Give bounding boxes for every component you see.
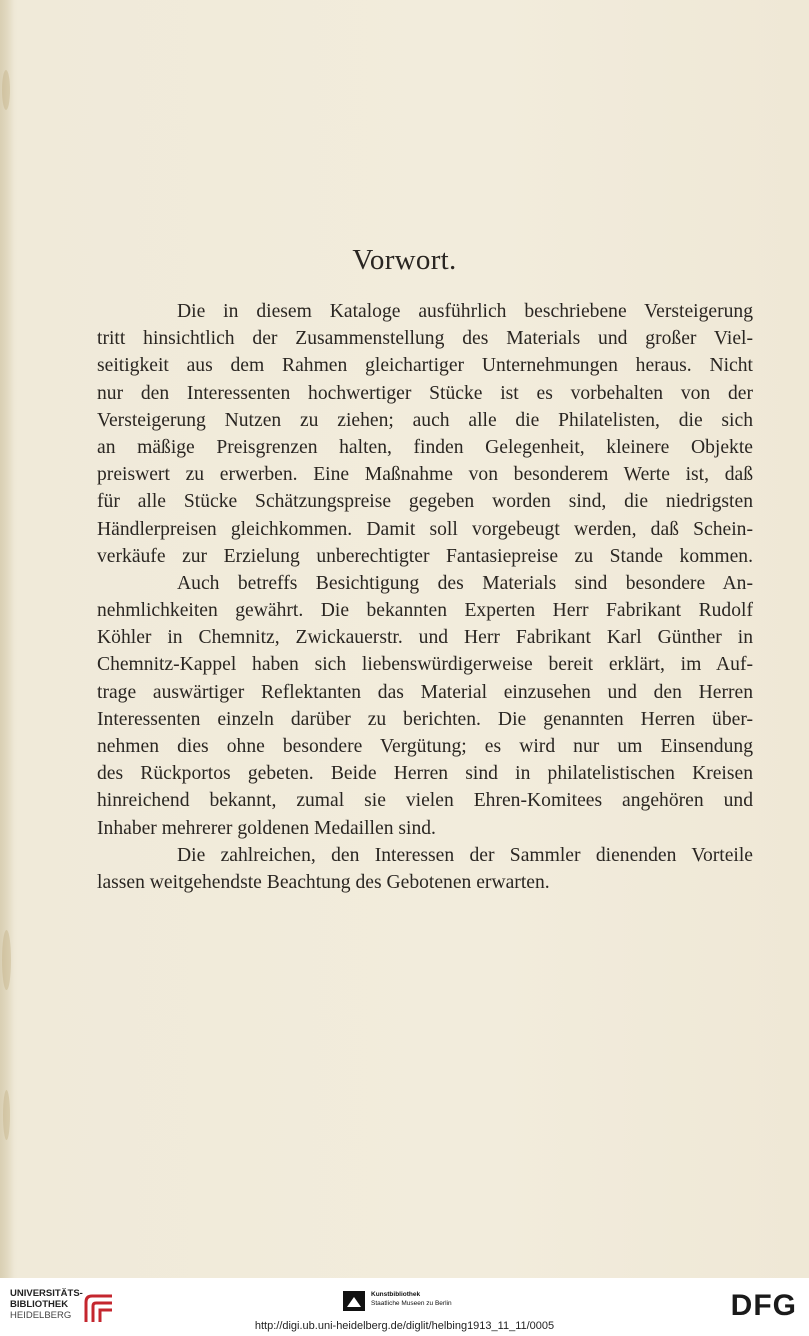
text-line: Interessenten einzeln darüber zu berichten. Die genannten Herren über- — [97, 708, 753, 730]
ub-line-1: UNIVERSITÄTS- — [10, 1288, 83, 1299]
text-line: nehmen dies ohne besondere Vergütung; es wird nur um Einsendung — [97, 736, 753, 757]
text-line: lassen weitgehendste Beachtung des Gebotenen erwarten. — [97, 871, 550, 893]
text-line: tritt hinsichtlich der Zusammenstellung des Materials und großer Viel- — [97, 328, 753, 350]
paper-stain — [2, 930, 11, 990]
kunstbibliothek-name — [371, 1290, 452, 1308]
text-line: Versteigerung Nutzen zu ziehen; auch alle die Philatelisten, die sich — [97, 409, 753, 431]
viewer-footer — [0, 1278, 809, 1336]
text-line: Händlerpreisen gleichkommen. Damit soll vorgebeugt werden, daß Schein- — [97, 518, 753, 540]
text-line: nehmlichkeiten gewährt. Die bekannten Experten Herr Fabrikant Rudolf — [97, 600, 753, 622]
paper-stain — [2, 70, 10, 110]
text-line: an mäßige Preisgrenzen halten, finden Gelegenheit, kleinere Objekte — [97, 436, 753, 458]
text-line: Chemnitz-Kappel haben sich liebenswürdigerweise bereit erklärt, im Auf- — [97, 654, 753, 676]
text-line: Inhaber mehrerer goldenen Medaillen sind. — [97, 817, 436, 839]
page-edge-shadow — [0, 0, 14, 1278]
text-line: preiswert zu erwerben. Eine Maßnahme von besonderem Werte ist, daß — [97, 464, 753, 486]
page-title: Vorwort. — [352, 244, 457, 276]
university-library-name — [10, 1288, 83, 1321]
ub-line-3: HEIDELBERG — [10, 1310, 72, 1321]
kb-subtitle: Staatliche Museen zu Berlin — [371, 1300, 452, 1307]
text-line: für alle Stücke Schätzungspreise gegeben worden sind, die niedrigsten — [97, 491, 753, 513]
text-line: verkäufe zur Erzielung unberechtigter Fantasiepreise zu Stande kommen. — [97, 545, 753, 567]
paper-stain — [3, 1090, 10, 1140]
text-line: Auch betreffs Besichtigung des Materials sind besondere An- — [177, 572, 753, 594]
kunstbibliothek-logo[interactable] — [343, 1289, 483, 1313]
kunstbibliothek-emblem-icon — [343, 1291, 365, 1311]
dfg-logo[interactable]: DFG — [730, 1289, 797, 1322]
text-line: nur den Interessenten hochwertiger Stücke ist es vorbehalten von der — [97, 382, 753, 404]
ub-line-2: BIBLIOTHEK — [10, 1299, 69, 1310]
permalink-url[interactable]: http://digi.ub.uni-heidelberg.de/diglit/helbing1913_11_11/0005 — [254, 1320, 555, 1332]
text-line: des Rückportos gebeten. Beide Herren sind in philatelistischen Kreisen — [97, 763, 753, 785]
preface-body — [97, 298, 753, 896]
text-line: Köhler in Chemnitz, Zwickauerstr. und Herr Fabrikant Karl Günther in — [97, 627, 753, 649]
kb-title: Kunstbibliothek — [371, 1291, 421, 1298]
text-line: hinreichend bekannt, zumal sie vielen Ehren-Komitees angehören und — [97, 790, 753, 812]
text-line: trage auswärtiger Reflektanten das Material einzusehen und den Herren — [97, 681, 753, 703]
text-line: Die zahlreichen, den Interessen der Sammler dienenden Vorteile — [177, 844, 753, 866]
text-line: Die in diesem Kataloge ausführlich beschriebene Versteigerung — [177, 301, 753, 322]
text-line: seitigkeit aus dem Rahmen gleichartiger Unternehmungen heraus. Nicht — [97, 355, 753, 377]
